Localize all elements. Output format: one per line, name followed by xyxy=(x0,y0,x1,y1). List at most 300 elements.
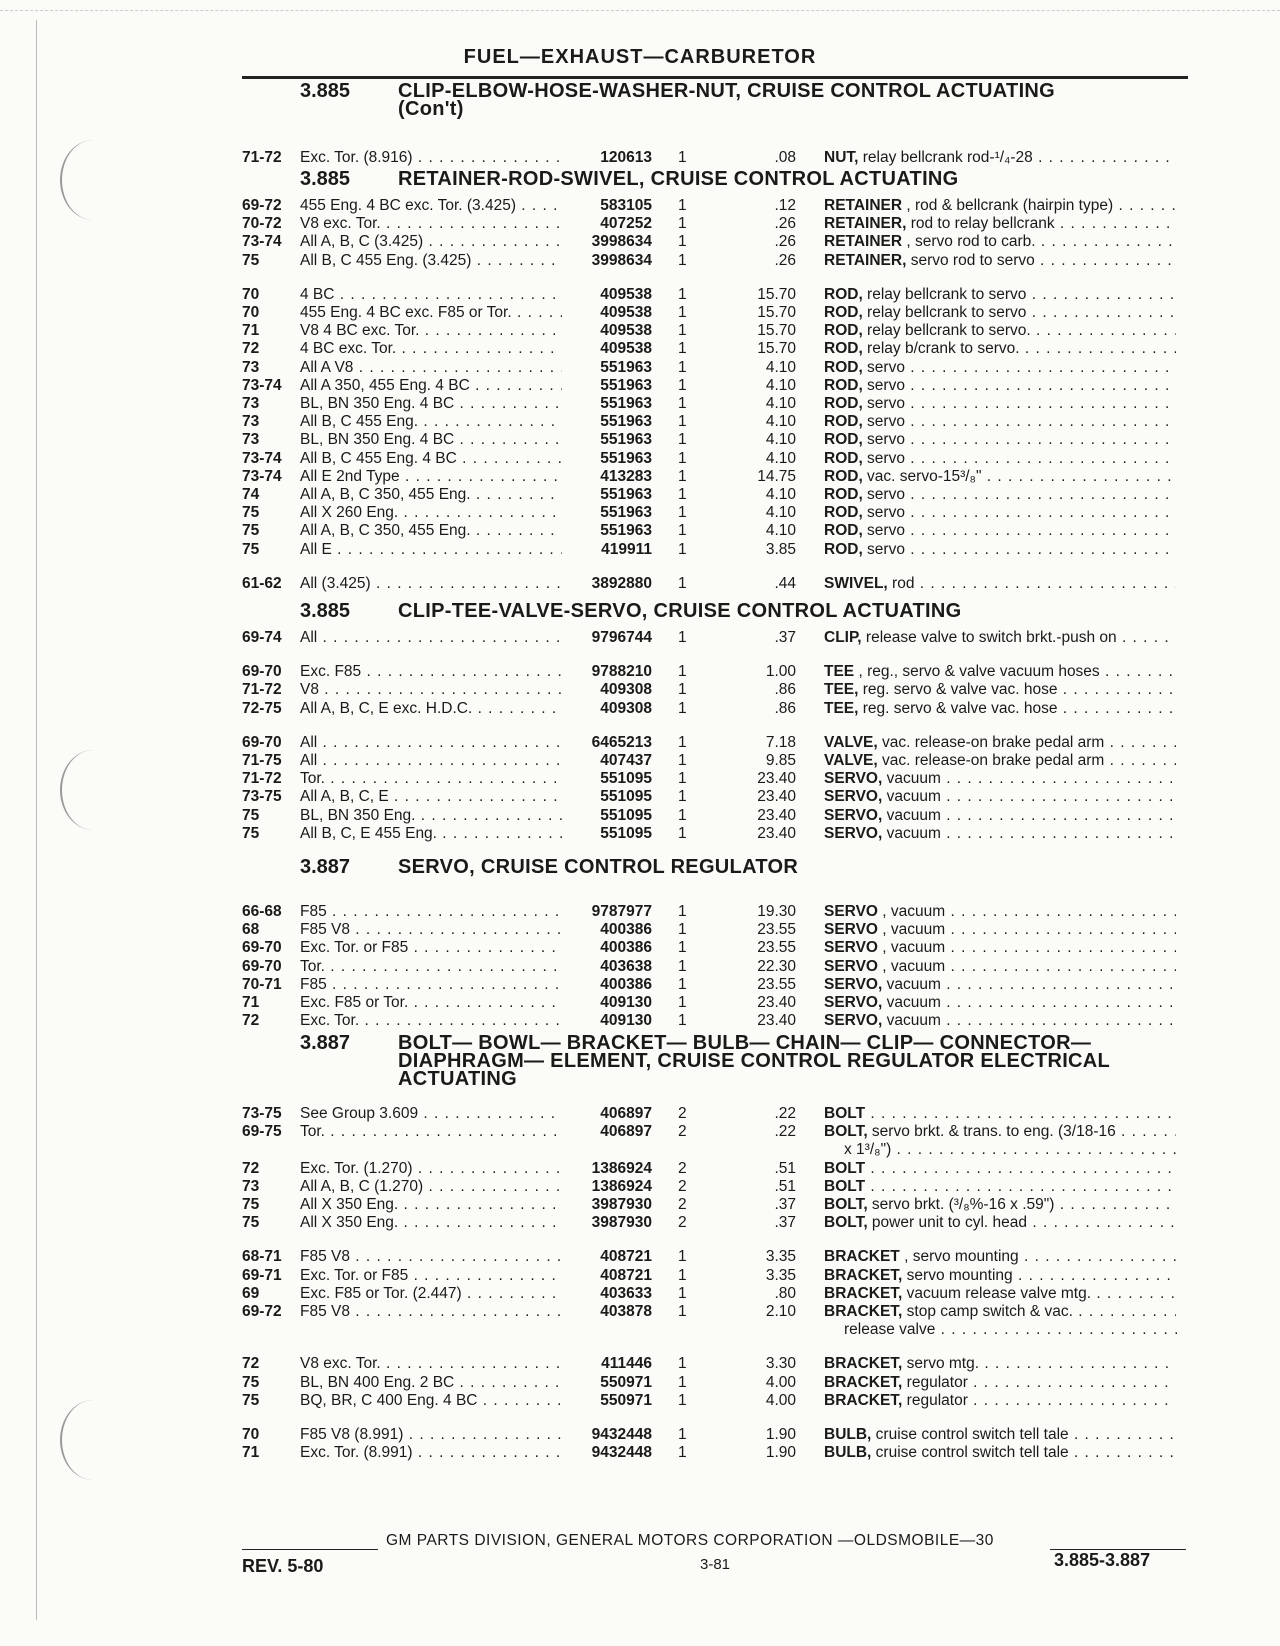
part-row xyxy=(242,1391,1192,1410)
part-number: 551095 xyxy=(600,824,652,842)
part-name-detail: servo brkt. (³/₈%-16 x .59") xyxy=(867,1196,1055,1213)
quantity: 1 xyxy=(678,770,687,788)
part-row xyxy=(242,574,1192,593)
list-price: 23.55 xyxy=(757,921,796,939)
part-name-detail: rod xyxy=(887,574,915,592)
part-row xyxy=(242,1373,1192,1392)
part-name-keyword: ROD, xyxy=(824,467,863,485)
part-name-keyword: BRACKET, xyxy=(824,1373,903,1391)
quantity: 1 xyxy=(678,939,687,957)
list-price: 4.10 xyxy=(765,449,796,467)
quantity: 1 xyxy=(678,340,687,358)
part-name-keyword: ROD, xyxy=(824,486,863,503)
model-year: 71 xyxy=(242,322,260,340)
part-row xyxy=(242,394,1192,413)
model-year: 61-62 xyxy=(242,574,282,592)
part-number: 120613 xyxy=(600,149,652,166)
list-price: 4.10 xyxy=(765,413,796,431)
part-row xyxy=(242,902,1192,921)
model-year: 70 xyxy=(242,304,260,321)
part-number: 3987930 xyxy=(591,1214,652,1232)
section-title: BOLT— BOWL— BRACKET— BULB— CHAIN— CLIP— CONNECTOR— DIAPHRAGM— ELEMENT, CRUISE CONTROL REGULATOR ELECTRICAL ACTUATING xyxy=(398,1032,1111,1090)
part-name-keyword: ROD, xyxy=(824,522,863,540)
quantity: 1 xyxy=(678,1303,687,1320)
part-number: 550971 xyxy=(600,1391,652,1409)
model-year: 73 xyxy=(242,395,260,412)
list-price: 1.90 xyxy=(765,1426,796,1443)
part-name-keyword: VALVE, xyxy=(824,733,878,751)
part-name-keyword: CLIP, xyxy=(824,629,862,646)
part-name-detail: servo rod to servo xyxy=(906,251,1035,269)
part-name xyxy=(824,1302,1176,1321)
list-price: .51 xyxy=(774,1159,796,1177)
part-row xyxy=(242,1284,1192,1303)
model-year: 75 xyxy=(242,806,260,824)
application-description: F85 V8 . . . xyxy=(300,1302,562,1321)
part-number: 3998634 xyxy=(591,251,652,269)
model-year: 70 xyxy=(242,1426,260,1443)
model-year: 71 xyxy=(242,994,260,1011)
list-price: 15.70 xyxy=(757,340,796,358)
part-name-detail: rod to relay bellcrank xyxy=(906,215,1055,233)
part-number: 551963 xyxy=(600,522,652,540)
model-year: 73-75 xyxy=(242,788,282,806)
application-description: V8 exc. Tor. . . . xyxy=(300,214,562,233)
quantity: 1 xyxy=(678,358,687,376)
part-row xyxy=(242,662,1192,681)
section-number: 3.885 xyxy=(300,168,351,190)
list-price: 23.40 xyxy=(757,788,796,806)
part-row xyxy=(242,412,1192,431)
part-name xyxy=(824,769,1176,788)
part-row xyxy=(242,1177,1192,1196)
part-number: 408721 xyxy=(600,1266,652,1284)
part-name-detail: servo xyxy=(862,376,905,394)
model-year: 73-74 xyxy=(242,233,282,251)
model-year: 73 xyxy=(242,413,260,431)
part-name-detail: servo xyxy=(862,431,905,449)
quantity: 1 xyxy=(678,975,687,993)
part-name xyxy=(824,1104,1176,1123)
application-description: Tor. . . . xyxy=(300,957,562,976)
part-name xyxy=(824,358,1176,377)
quantity: 1 xyxy=(678,1012,687,1030)
section-title: CLIP-TEE-VALVE-SERVO, CRUISE CONTROL ACTUATING xyxy=(398,600,962,622)
header-rule xyxy=(242,76,1188,79)
part-name-detail: vac. release-on brake pedal arm xyxy=(877,733,1105,751)
quantity: 1 xyxy=(678,629,687,646)
application-description: Exc. Tor. (1.270) . . . xyxy=(300,1159,562,1178)
quantity: 1 xyxy=(678,824,687,842)
quantity: 1 xyxy=(678,1391,687,1409)
model-year: 69-75 xyxy=(242,1123,282,1141)
part-name xyxy=(824,148,1176,167)
part-name xyxy=(824,1213,1176,1232)
application-description: All E . . . xyxy=(300,540,562,559)
list-price: 14.75 xyxy=(757,467,796,485)
model-year: 69-70 xyxy=(242,663,282,681)
part-name-keyword: SERVO, xyxy=(824,806,883,824)
model-year: 72 xyxy=(242,1159,260,1177)
part-number: 551963 xyxy=(600,395,652,412)
part-row xyxy=(242,376,1192,395)
quantity: 1 xyxy=(678,1284,687,1302)
part-name-detail: servo xyxy=(862,504,905,522)
quantity: 1 xyxy=(678,1444,687,1462)
quantity: 1 xyxy=(678,788,687,806)
part-number: 9432448 xyxy=(591,1444,652,1462)
model-year: 73 xyxy=(242,358,260,376)
part-name-detail: vacuum xyxy=(882,806,941,824)
model-year: 69-70 xyxy=(242,733,282,751)
application-description: Tor. . . . xyxy=(300,769,562,788)
part-name xyxy=(824,467,1176,486)
model-year: 75 xyxy=(242,1196,260,1213)
application-description: V8 . . . xyxy=(300,680,562,699)
section-title: RETAINER-ROD-SWIVEL, CRUISE CONTROL ACTUATING xyxy=(398,168,959,190)
part-name-keyword: SERVO, xyxy=(824,770,883,788)
application-description: 455 Eng. 4 BC exc. F85 or Tor. . . . xyxy=(300,303,562,322)
part-name-keyword: BOLT xyxy=(824,1177,866,1195)
part-name xyxy=(824,920,1176,939)
quantity: 1 xyxy=(678,663,687,681)
list-price: 23.40 xyxy=(757,824,796,842)
part-number: 3892880 xyxy=(591,574,652,592)
quantity: 1 xyxy=(678,681,687,699)
part-name-detail: regulator xyxy=(902,1391,968,1409)
list-price: 9.85 xyxy=(765,752,796,769)
part-row xyxy=(242,1443,1192,1462)
application-description: All A 350, 455 Eng. 4 BC . . . xyxy=(300,376,562,395)
quantity: 1 xyxy=(678,304,687,321)
quantity: 1 xyxy=(678,806,687,824)
application-description: All A, B, C (3.425) . . . xyxy=(300,232,562,251)
list-price: 4.10 xyxy=(765,522,796,540)
part-name-keyword: BOLT, xyxy=(824,1196,868,1213)
part-name xyxy=(824,824,1176,843)
part-name-detail: vac. release-on brake pedal arm xyxy=(877,752,1105,769)
part-row xyxy=(242,1213,1192,1232)
application-description: All B, C 455 Eng. 4 BC . . . xyxy=(300,449,562,468)
part-number: 551095 xyxy=(600,788,652,806)
part-number: 409308 xyxy=(600,681,652,699)
part-row xyxy=(242,540,1192,559)
model-year: 68 xyxy=(242,921,260,939)
application-description: All A, B, C, E exc. H.D.C. . . . xyxy=(300,699,562,718)
quantity: 1 xyxy=(678,1266,687,1284)
quantity: 1 xyxy=(678,431,687,449)
list-price: 4.00 xyxy=(765,1391,796,1409)
list-price: .86 xyxy=(774,681,796,699)
list-price: 3.35 xyxy=(765,1248,796,1266)
part-row xyxy=(242,430,1192,449)
part-number: 551963 xyxy=(600,486,652,503)
quantity: 1 xyxy=(678,197,687,214)
application-description: Exc. Tor. or F85 . . . xyxy=(300,938,562,957)
part-name xyxy=(824,993,1176,1012)
part-name-keyword: BOLT xyxy=(824,1105,866,1122)
part-row xyxy=(242,232,1192,251)
part-name-detail: vacuum xyxy=(882,824,941,842)
part-number: 413283 xyxy=(600,467,652,485)
part-number: 409130 xyxy=(600,994,652,1011)
part-number: 550971 xyxy=(600,1373,652,1391)
application-description: 4 BC exc. Tor. . . . xyxy=(300,339,562,358)
part-name xyxy=(824,1159,1176,1178)
section-heading xyxy=(300,1034,1110,1088)
part-name xyxy=(824,1011,1176,1030)
part-name-keyword: SWIVEL, xyxy=(824,574,888,592)
part-row xyxy=(242,1011,1192,1030)
list-price: 23.55 xyxy=(757,975,796,993)
part-name-keyword: TEE, xyxy=(824,699,859,717)
part-name xyxy=(824,1373,1176,1392)
section-number: 3.887 xyxy=(300,856,351,878)
part-name-detail: servo xyxy=(862,395,905,412)
application-description: All B, C 455 Eng. . . . xyxy=(300,412,562,431)
part-name xyxy=(824,196,1176,215)
application-description: See Group 3.609 . . . xyxy=(300,1104,562,1123)
part-name xyxy=(824,1247,1176,1266)
part-name xyxy=(824,521,1176,540)
quantity: 1 xyxy=(678,413,687,431)
part-row xyxy=(242,938,1192,957)
application-description: Exc. Tor. . . . xyxy=(300,1011,562,1030)
part-number: 551963 xyxy=(600,413,652,431)
application-description: 455 Eng. 4 BC exc. Tor. (3.425) . . . xyxy=(300,196,562,215)
part-row xyxy=(242,1104,1192,1123)
section-number: 3.885 xyxy=(300,600,351,622)
list-price: 23.55 xyxy=(757,939,796,957)
quantity: 1 xyxy=(678,1426,687,1443)
application-description: F85 . . . xyxy=(300,975,562,994)
part-row xyxy=(242,957,1192,976)
quantity: 1 xyxy=(678,449,687,467)
part-number: 409308 xyxy=(600,699,652,717)
part-row xyxy=(242,303,1192,322)
part-name xyxy=(824,503,1176,522)
model-year: 68-71 xyxy=(242,1248,282,1266)
part-number: 6465213 xyxy=(591,733,652,751)
part-number: 400386 xyxy=(600,921,652,939)
part-name xyxy=(824,628,1176,647)
list-price: .44 xyxy=(774,574,796,592)
part-name-detail: vacuum xyxy=(882,1012,941,1030)
part-name xyxy=(824,214,1176,233)
part-name-detail: relay bellcrank rod-¹/₄-28 xyxy=(858,149,1033,166)
application-description: Exc. F85 or Tor. . . . xyxy=(300,993,562,1012)
application-description: 4 BC . . . xyxy=(300,285,562,304)
part-name xyxy=(824,957,1176,976)
part-name-keyword: NUT, xyxy=(824,149,859,166)
part-name-detail: reg. servo & valve vac. hose xyxy=(858,699,1058,717)
model-year: 75 xyxy=(242,540,260,558)
part-name-keyword: RETAINER, xyxy=(824,215,907,233)
model-year: 66-68 xyxy=(242,903,282,920)
list-price: .37 xyxy=(774,629,796,646)
list-price: .80 xyxy=(774,1284,796,1302)
part-name xyxy=(824,449,1176,468)
part-name-keyword: ROD, xyxy=(824,358,863,376)
part-name-keyword: BRACKET, xyxy=(824,1355,903,1373)
part-name xyxy=(824,394,1176,413)
part-row xyxy=(242,993,1192,1012)
application-description: All X 350 Eng. . . . xyxy=(300,1213,562,1232)
section-number: 3.887 xyxy=(300,1032,351,1054)
part-row xyxy=(242,1247,1192,1266)
part-row xyxy=(242,1195,1192,1214)
list-price: 2.10 xyxy=(765,1303,796,1320)
part-number: 407437 xyxy=(600,752,652,769)
part-row xyxy=(242,733,1192,752)
quantity: 1 xyxy=(678,486,687,503)
part-name-keyword: BOLT, xyxy=(824,1123,868,1141)
list-price: 4.10 xyxy=(765,358,796,376)
part-name xyxy=(824,1122,1176,1141)
part-name-detail: reg. servo & valve vac. hose xyxy=(858,681,1058,699)
model-year: 71-75 xyxy=(242,752,282,769)
part-name-keyword: SERVO, xyxy=(824,824,883,842)
part-name xyxy=(824,376,1176,395)
part-number: 551963 xyxy=(600,504,652,522)
part-name-keyword: ROD, xyxy=(824,431,863,449)
part-name-detail: release valve to switch brkt.-push on xyxy=(861,629,1117,646)
part-name-detail: servo xyxy=(862,486,905,503)
part-name xyxy=(824,902,1176,921)
section-heading xyxy=(300,170,959,188)
part-row xyxy=(242,628,1192,647)
model-year: 69-70 xyxy=(242,939,282,957)
part-name-keyword: TEE xyxy=(824,663,855,681)
footer-page-number: 3-81 xyxy=(700,1556,731,1573)
application-description: F85 V8 . . . xyxy=(300,1247,562,1266)
part-name-detail: servo mtg. xyxy=(902,1355,980,1373)
quantity: 1 xyxy=(678,699,687,717)
application-description: Tor. . . . xyxy=(300,1122,562,1141)
list-price: .37 xyxy=(774,1214,796,1232)
model-year: 73-75 xyxy=(242,1105,282,1122)
quantity: 1 xyxy=(678,522,687,540)
model-year: 69-71 xyxy=(242,1266,282,1284)
part-number: 3987930 xyxy=(591,1196,652,1213)
part-name-keyword: BRACKET, xyxy=(824,1303,903,1320)
model-year: 69-74 xyxy=(242,629,282,646)
part-name-detail: servo xyxy=(862,413,905,431)
part-number: 9796744 xyxy=(591,629,652,646)
list-price: 23.40 xyxy=(757,770,796,788)
part-row xyxy=(242,467,1192,486)
quantity: 1 xyxy=(678,149,687,166)
part-name-detail: cruise control switch tell tale xyxy=(871,1444,1069,1462)
part-name-keyword: SERVO xyxy=(824,921,878,939)
part-name-detail: relay bellcrank to servo xyxy=(862,285,1027,303)
model-year: 70-72 xyxy=(242,215,282,233)
part-row xyxy=(242,699,1192,718)
part-name-continuation: release valve . . . xyxy=(844,1320,1184,1339)
part-name xyxy=(824,251,1176,270)
part-name-keyword: BULB, xyxy=(824,1444,872,1462)
part-row xyxy=(242,975,1192,994)
part-name-keyword: BULB, xyxy=(824,1426,872,1443)
quantity: 1 xyxy=(678,733,687,751)
part-row xyxy=(242,521,1192,540)
part-name-detail: vacuum xyxy=(882,975,941,993)
part-name xyxy=(824,751,1176,770)
list-price: .26 xyxy=(774,251,796,269)
list-price: 3.85 xyxy=(765,540,796,558)
model-year: 70-71 xyxy=(242,975,282,993)
part-number: 409130 xyxy=(600,1012,652,1030)
application-description: All A, B, C (1.270) . . . xyxy=(300,1177,562,1196)
part-name-detail: relay b/crank to servo. xyxy=(862,340,1020,358)
application-description: All B, C, E 455 Eng. . . . xyxy=(300,824,562,843)
quantity: 1 xyxy=(678,1373,687,1391)
part-name-keyword: SERVO, xyxy=(824,788,883,806)
part-row xyxy=(242,449,1192,468)
model-year: 71-72 xyxy=(242,770,282,788)
part-name-keyword: BRACKET xyxy=(824,1248,900,1266)
punch-hole-mark xyxy=(60,1400,126,1480)
part-number: 551963 xyxy=(600,376,652,394)
list-price: 3.35 xyxy=(765,1266,796,1284)
part-name xyxy=(824,699,1176,718)
part-number: 9787977 xyxy=(591,903,652,920)
part-name xyxy=(824,430,1176,449)
part-number: 403633 xyxy=(600,1284,652,1302)
part-name xyxy=(824,787,1176,806)
part-name-detail: power unit to cyl. head xyxy=(867,1214,1028,1232)
part-name-detail: vac. servo-15³/₈" xyxy=(862,467,982,485)
quantity: 1 xyxy=(678,574,687,592)
part-name-detail: vacuum xyxy=(882,994,941,1011)
part-row xyxy=(242,787,1192,806)
quantity: 2 xyxy=(678,1105,687,1122)
application-description: All A, B, C 350, 455 Eng. . . . xyxy=(300,485,562,504)
part-name-detail: , vacuum xyxy=(878,903,946,920)
application-description: BL, BN 400 Eng. 2 BC . . . xyxy=(300,1373,562,1392)
quantity: 1 xyxy=(678,215,687,233)
part-row xyxy=(242,358,1192,377)
quantity: 2 xyxy=(678,1214,687,1232)
part-name-detail: cruise control switch tell tale xyxy=(871,1426,1069,1443)
list-price: .22 xyxy=(774,1105,796,1122)
part-name-detail: , vacuum xyxy=(878,939,946,957)
model-year: 72-75 xyxy=(242,699,282,717)
quantity: 1 xyxy=(678,251,687,269)
quantity: 1 xyxy=(678,395,687,412)
part-name-keyword: RETAINER, xyxy=(824,251,907,269)
part-row xyxy=(242,1266,1192,1285)
application-description: V8 4 BC exc. Tor. . . . xyxy=(300,321,562,340)
application-description: All . . . xyxy=(300,733,562,752)
part-name xyxy=(824,1266,1176,1285)
quantity: 1 xyxy=(678,994,687,1011)
part-name-detail: regulator xyxy=(902,1373,968,1391)
part-name-keyword: BRACKET, xyxy=(824,1266,903,1284)
quantity: 1 xyxy=(678,903,687,920)
quantity: 2 xyxy=(678,1196,687,1213)
list-price: .37 xyxy=(774,1196,796,1213)
part-name-keyword: ROD, xyxy=(824,304,863,321)
part-name xyxy=(824,321,1176,340)
model-year: 73 xyxy=(242,431,260,449)
part-name xyxy=(824,232,1176,251)
part-name-detail: vacuum release valve mtg. xyxy=(902,1284,1092,1302)
part-name-detail: servo mounting xyxy=(902,1266,1013,1284)
application-description: Exc. Tor. (8.991) . . . xyxy=(300,1443,562,1462)
application-description: V8 exc. Tor. . . . xyxy=(300,1354,562,1373)
list-price: 4.10 xyxy=(765,395,796,412)
